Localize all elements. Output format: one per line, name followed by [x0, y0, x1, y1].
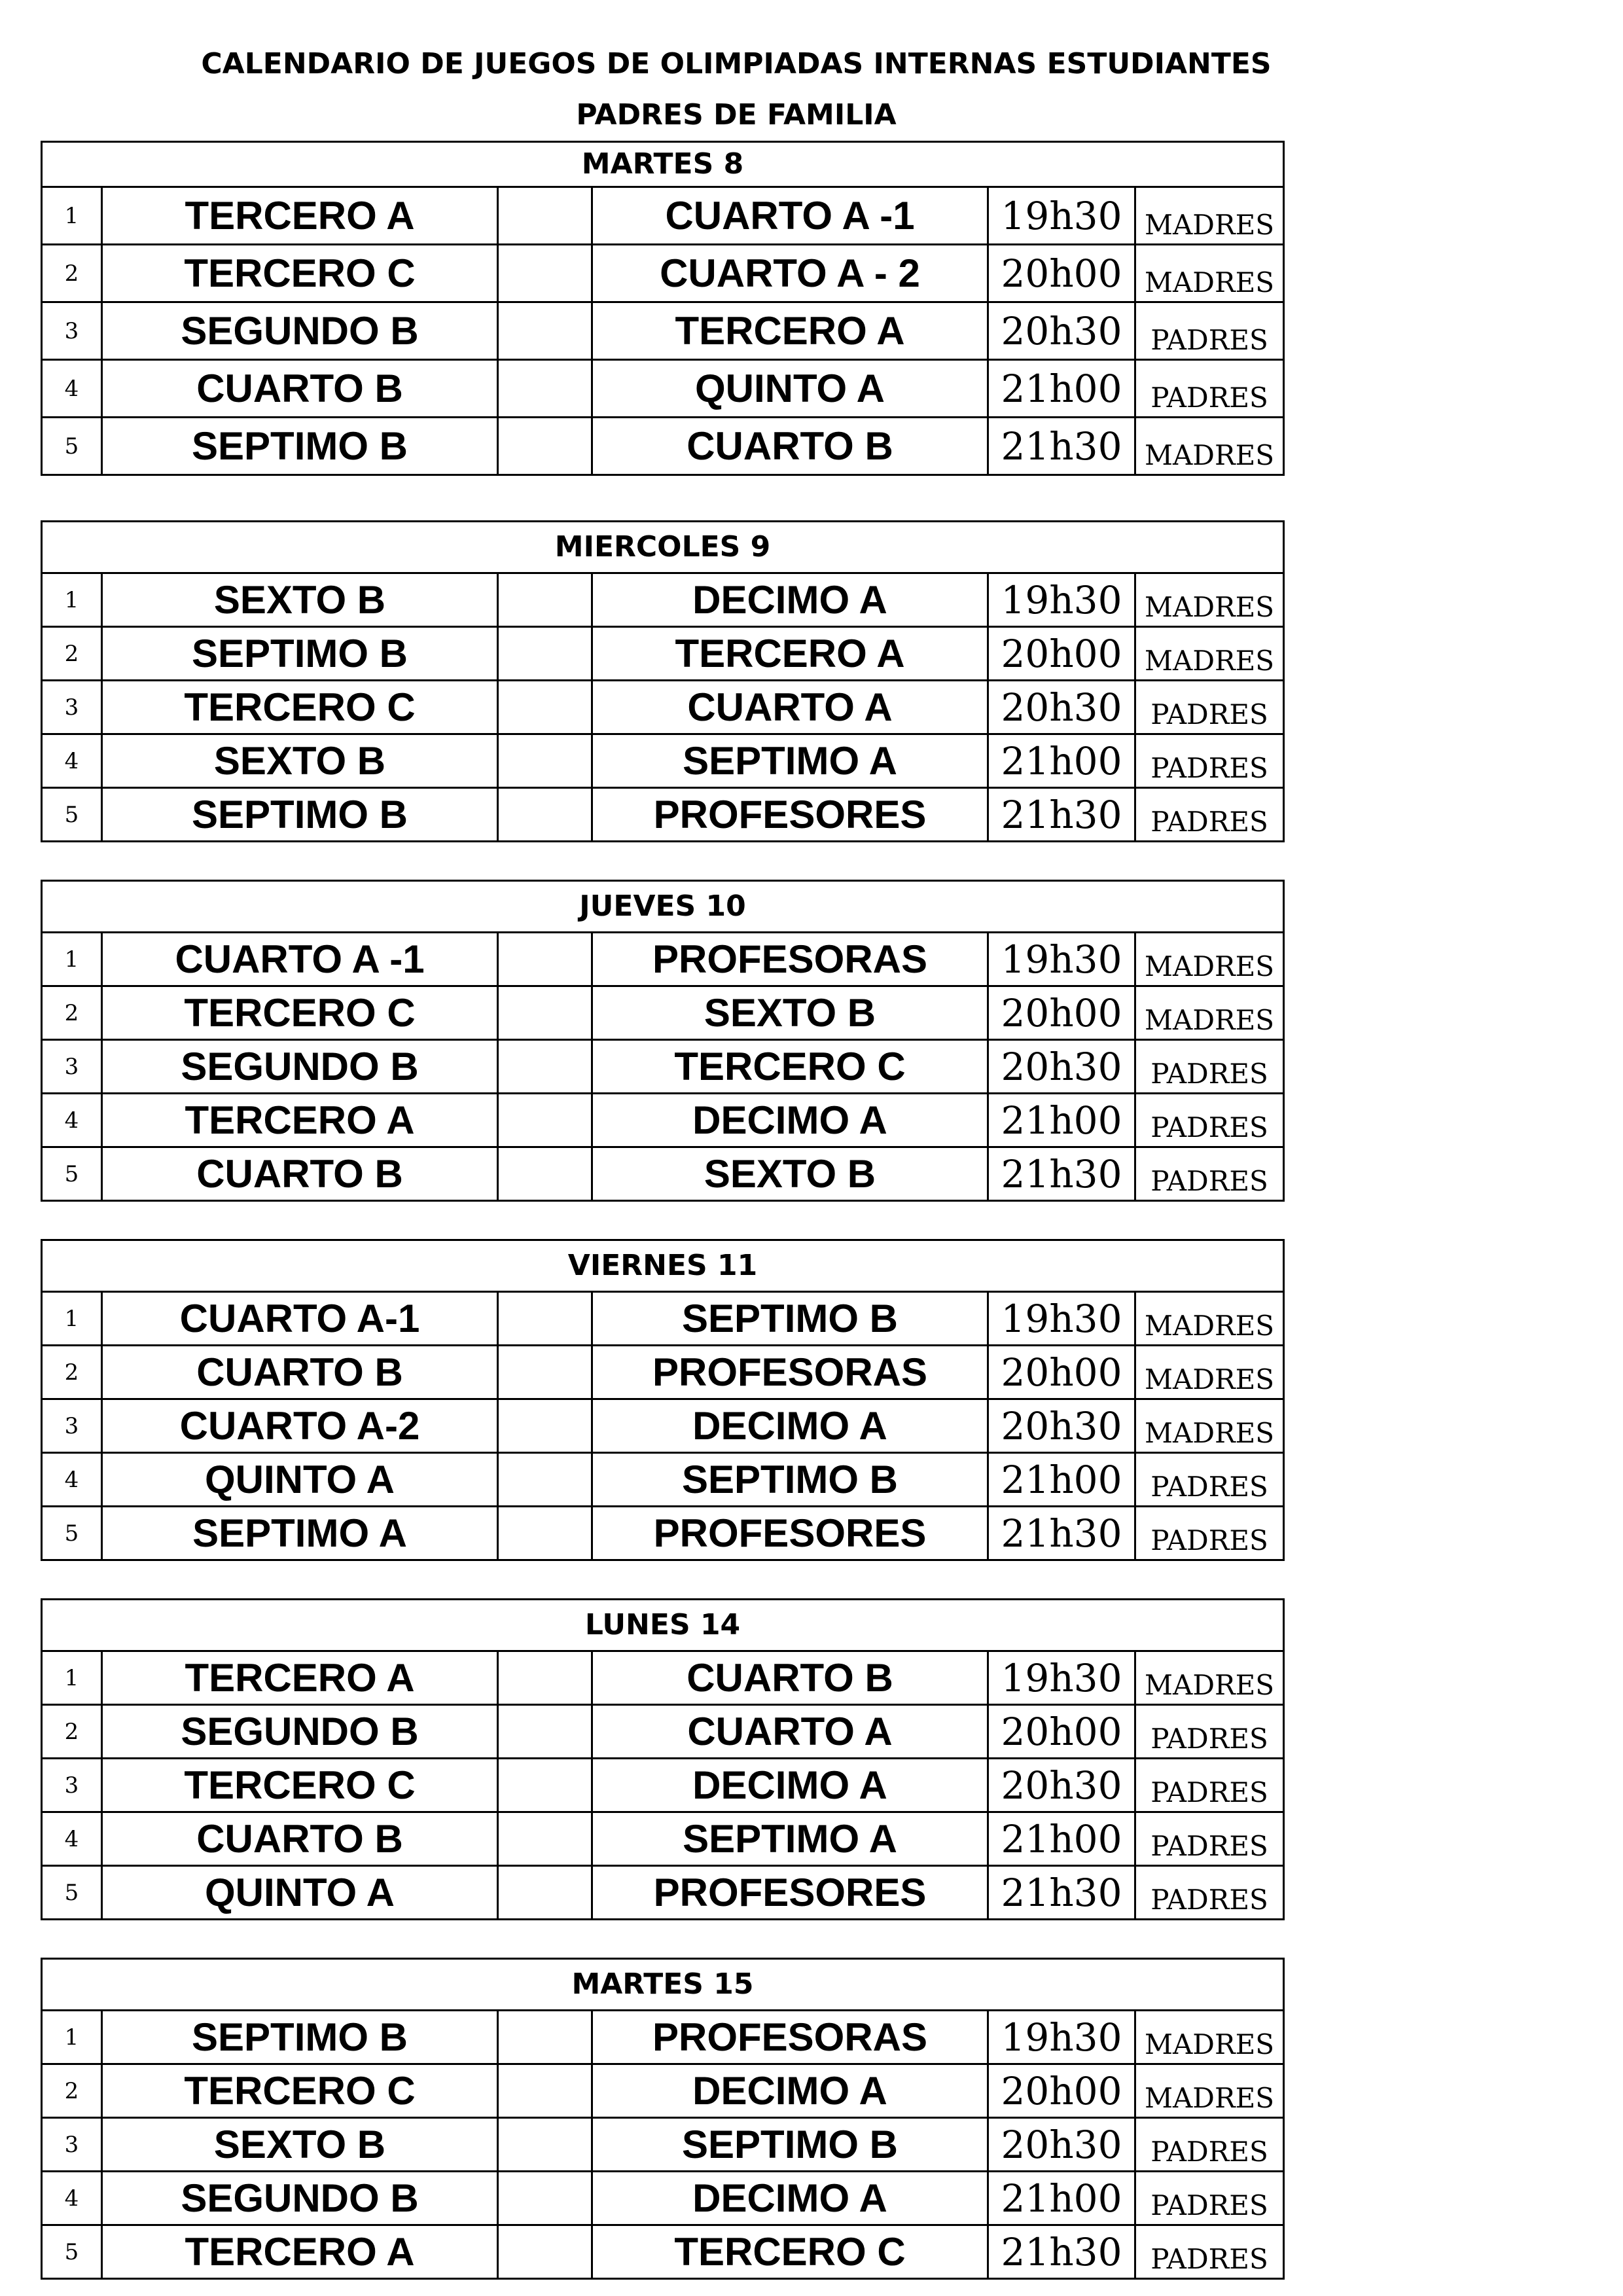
team-a: TERCERO C — [102, 681, 498, 734]
team-a: TERCERO A — [102, 1651, 498, 1705]
team-b: PROFESORAS — [592, 2011, 988, 2064]
category: MADRES — [1135, 933, 1284, 986]
schedule-table — [41, 1958, 1285, 2280]
team-a: TERCERO C — [102, 986, 498, 1040]
match-time: 20h00 — [988, 2064, 1135, 2118]
day-header: MARTES 15 — [42, 1959, 1284, 2011]
team-a: TERCERO A — [102, 1094, 498, 1147]
category: PADRES — [1135, 302, 1284, 360]
team-a: CUARTO B — [102, 1812, 498, 1866]
blank-cell — [498, 302, 592, 360]
category: PADRES — [1135, 1094, 1284, 1147]
category: PADRES — [1135, 1812, 1284, 1866]
table-row — [42, 1453, 1284, 1507]
blank-cell — [498, 2011, 592, 2064]
category: PADRES — [1135, 1507, 1284, 1560]
category: PADRES — [1135, 1759, 1284, 1812]
blank-cell — [498, 1453, 592, 1507]
team-a: SEGUNDO B — [102, 302, 498, 360]
day-header: JUEVES 10 — [42, 881, 1284, 933]
match-time: 19h30 — [988, 187, 1135, 245]
category: MADRES — [1135, 986, 1284, 1040]
category: MADRES — [1135, 418, 1284, 475]
blank-cell — [498, 2118, 592, 2172]
match-number: 3 — [42, 681, 102, 734]
team-a: SEGUNDO B — [102, 1705, 498, 1759]
table-row — [42, 986, 1284, 1040]
blank-cell — [498, 1651, 592, 1705]
match-time: 19h30 — [988, 1292, 1135, 1346]
blank-cell — [498, 1346, 592, 1399]
category: PADRES — [1135, 2172, 1284, 2225]
blank-cell — [498, 2225, 592, 2279]
team-a: TERCERO A — [102, 187, 498, 245]
blank-cell — [498, 2172, 592, 2225]
team-a: QUINTO A — [102, 1866, 498, 1920]
team-a: CUARTO B — [102, 1147, 498, 1201]
match-time: 21h00 — [988, 1812, 1135, 1866]
match-time: 20h00 — [988, 1705, 1135, 1759]
category: PADRES — [1135, 2225, 1284, 2279]
category: MADRES — [1135, 1346, 1284, 1399]
team-a: SEXTO B — [102, 573, 498, 627]
category: PADRES — [1135, 360, 1284, 418]
team-b: PROFESORES — [592, 788, 988, 842]
table-row — [42, 788, 1284, 842]
day-header-row — [42, 522, 1284, 573]
category: MADRES — [1135, 1651, 1284, 1705]
table-row — [42, 681, 1284, 734]
team-a: SEPTIMO B — [102, 418, 498, 475]
team-a: QUINTO A — [102, 1453, 498, 1507]
match-number: 1 — [42, 2011, 102, 2064]
category: MADRES — [1135, 2064, 1284, 2118]
table-row — [42, 245, 1284, 302]
match-number: 5 — [42, 1147, 102, 1201]
match-number: 4 — [42, 1453, 102, 1507]
team-b: CUARTO B — [592, 418, 988, 475]
table-row — [42, 2225, 1284, 2279]
blank-cell — [498, 1812, 592, 1866]
team-a: SEXTO B — [102, 734, 498, 788]
blank-cell — [498, 573, 592, 627]
match-number: 4 — [42, 360, 102, 418]
table-row — [42, 302, 1284, 360]
team-b: SEXTO B — [592, 1147, 988, 1201]
schedule-table — [41, 1598, 1285, 1920]
team-a: CUARTO A-1 — [102, 1292, 498, 1346]
team-b: DECIMO A — [592, 1399, 988, 1453]
table-row — [42, 1812, 1284, 1866]
team-a: TERCERO A — [102, 2225, 498, 2279]
match-number: 5 — [42, 1866, 102, 1920]
blank-cell — [498, 1759, 592, 1812]
match-number: 3 — [42, 2118, 102, 2172]
blank-cell — [498, 933, 592, 986]
table-row — [42, 1292, 1284, 1346]
team-b: DECIMO A — [592, 1759, 988, 1812]
team-b: CUARTO A — [592, 681, 988, 734]
match-number: 5 — [42, 788, 102, 842]
team-b: CUARTO A - 2 — [592, 245, 988, 302]
table-row — [42, 2172, 1284, 2225]
day-header-row — [42, 142, 1284, 187]
category: PADRES — [1135, 1866, 1284, 1920]
match-time: 20h00 — [988, 627, 1135, 681]
team-b: DECIMO A — [592, 2172, 988, 2225]
team-b: PROFESORAS — [592, 1346, 988, 1399]
team-b: SEPTIMO A — [592, 1812, 988, 1866]
table-row — [42, 2064, 1284, 2118]
table-row — [42, 187, 1284, 245]
day-header-row — [42, 1600, 1284, 1651]
day-header-row — [42, 881, 1284, 933]
team-a: SEPTIMO B — [102, 2011, 498, 2064]
table-row — [42, 1651, 1284, 1705]
schedule-table — [41, 520, 1285, 842]
team-a: SEXTO B — [102, 2118, 498, 2172]
table-row — [42, 2118, 1284, 2172]
schedule-table — [41, 1239, 1285, 1561]
table-row — [42, 627, 1284, 681]
category: MADRES — [1135, 573, 1284, 627]
match-time: 20h30 — [988, 1399, 1135, 1453]
category: MADRES — [1135, 2011, 1284, 2064]
blank-cell — [498, 734, 592, 788]
match-number: 1 — [42, 1651, 102, 1705]
match-time: 21h30 — [988, 1147, 1135, 1201]
category: PADRES — [1135, 1147, 1284, 1201]
match-time: 21h30 — [988, 2225, 1135, 2279]
match-number: 2 — [42, 1705, 102, 1759]
team-b: DECIMO A — [592, 1094, 988, 1147]
team-b: SEPTIMO B — [592, 2118, 988, 2172]
day-header: LUNES 14 — [42, 1600, 1284, 1651]
blank-cell — [498, 627, 592, 681]
team-b: SEPTIMO B — [592, 1292, 988, 1346]
blank-cell — [498, 1399, 592, 1453]
match-time: 20h30 — [988, 1759, 1135, 1812]
match-number: 3 — [42, 1759, 102, 1812]
match-time: 21h00 — [988, 360, 1135, 418]
blank-cell — [498, 1292, 592, 1346]
match-time: 19h30 — [988, 933, 1135, 986]
blank-cell — [498, 1147, 592, 1201]
blank-cell — [498, 788, 592, 842]
match-time: 20h30 — [988, 2118, 1135, 2172]
blank-cell — [498, 1507, 592, 1560]
team-b: CUARTO A -1 — [592, 187, 988, 245]
category: MADRES — [1135, 1399, 1284, 1453]
table-row — [42, 1507, 1284, 1560]
team-b: PROFESORAS — [592, 933, 988, 986]
match-number: 4 — [42, 1812, 102, 1866]
schedule-table — [41, 141, 1285, 476]
blank-cell — [498, 418, 592, 475]
team-b: QUINTO A — [592, 360, 988, 418]
team-a: SEGUNDO B — [102, 1040, 498, 1094]
day-header: MIERCOLES 9 — [42, 522, 1284, 573]
category: MADRES — [1135, 245, 1284, 302]
category: PADRES — [1135, 2118, 1284, 2172]
day-header: MARTES 8 — [42, 142, 1284, 187]
category: MADRES — [1135, 627, 1284, 681]
day-header: VIERNES 11 — [42, 1240, 1284, 1292]
team-b: CUARTO A — [592, 1705, 988, 1759]
match-time: 21h00 — [988, 734, 1135, 788]
team-b: TERCERO C — [592, 1040, 988, 1094]
blank-cell — [498, 2064, 592, 2118]
table-row — [42, 2011, 1284, 2064]
match-number: 1 — [42, 573, 102, 627]
team-a: CUARTO A-2 — [102, 1399, 498, 1453]
match-number: 5 — [42, 418, 102, 475]
match-time: 19h30 — [988, 2011, 1135, 2064]
category: PADRES — [1135, 1453, 1284, 1507]
table-row — [42, 1040, 1284, 1094]
category: PADRES — [1135, 1040, 1284, 1094]
match-number: 2 — [42, 1346, 102, 1399]
team-a: SEPTIMO A — [102, 1507, 498, 1560]
team-a: SEPTIMO B — [102, 627, 498, 681]
blank-cell — [498, 1866, 592, 1920]
blank-cell — [498, 187, 592, 245]
match-number: 4 — [42, 1094, 102, 1147]
table-row — [42, 1094, 1284, 1147]
team-a: CUARTO A -1 — [102, 933, 498, 986]
day-header-row — [42, 1240, 1284, 1292]
category: PADRES — [1135, 788, 1284, 842]
team-b: PROFESORES — [592, 1866, 988, 1920]
match-time: 21h30 — [988, 788, 1135, 842]
match-number: 2 — [42, 627, 102, 681]
match-number: 3 — [42, 1040, 102, 1094]
match-time: 20h00 — [988, 986, 1135, 1040]
table-row — [42, 1705, 1284, 1759]
match-number: 2 — [42, 986, 102, 1040]
table-row — [42, 1147, 1284, 1201]
team-a: CUARTO B — [102, 1346, 498, 1399]
team-b: SEPTIMO B — [592, 1453, 988, 1507]
team-b: TERCERO A — [592, 302, 988, 360]
match-number: 5 — [42, 2225, 102, 2279]
blank-cell — [498, 360, 592, 418]
team-a: SEGUNDO B — [102, 2172, 498, 2225]
match-number: 2 — [42, 245, 102, 302]
match-number: 2 — [42, 2064, 102, 2118]
table-row — [42, 734, 1284, 788]
table-row — [42, 418, 1284, 475]
team-a: TERCERO C — [102, 1759, 498, 1812]
match-time: 20h30 — [988, 1040, 1135, 1094]
match-time: 21h30 — [988, 418, 1135, 475]
team-a: SEPTIMO B — [102, 788, 498, 842]
match-time: 21h30 — [988, 1866, 1135, 1920]
match-time: 21h00 — [988, 1094, 1135, 1147]
match-number: 3 — [42, 302, 102, 360]
match-time: 20h00 — [988, 1346, 1135, 1399]
blank-cell — [498, 986, 592, 1040]
match-time: 20h00 — [988, 245, 1135, 302]
team-b: TERCERO C — [592, 2225, 988, 2279]
match-number: 1 — [42, 933, 102, 986]
category: PADRES — [1135, 1705, 1284, 1759]
category: MADRES — [1135, 187, 1284, 245]
match-number: 1 — [42, 187, 102, 245]
match-time: 20h30 — [988, 681, 1135, 734]
match-time: 21h30 — [988, 1507, 1135, 1560]
category: MADRES — [1135, 1292, 1284, 1346]
match-number: 3 — [42, 1399, 102, 1453]
table-row — [42, 1346, 1284, 1399]
table-row — [42, 1759, 1284, 1812]
team-b: DECIMO A — [592, 573, 988, 627]
team-b: DECIMO A — [592, 2064, 988, 2118]
team-b: CUARTO B — [592, 1651, 988, 1705]
blank-cell — [498, 245, 592, 302]
team-b: TERCERO A — [592, 627, 988, 681]
match-number: 4 — [42, 734, 102, 788]
schedule-table — [41, 880, 1285, 1202]
table-row — [42, 1866, 1284, 1920]
match-number: 1 — [42, 1292, 102, 1346]
match-time: 19h30 — [988, 1651, 1135, 1705]
match-number: 5 — [42, 1507, 102, 1560]
team-a: TERCERO C — [102, 245, 498, 302]
table-row — [42, 933, 1284, 986]
table-row — [42, 1399, 1284, 1453]
match-time: 19h30 — [988, 573, 1135, 627]
page-subtitle: PADRES DE FAMILIA — [576, 98, 897, 132]
match-time: 21h00 — [988, 1453, 1135, 1507]
blank-cell — [498, 1705, 592, 1759]
table-row — [42, 573, 1284, 627]
team-a: TERCERO C — [102, 2064, 498, 2118]
team-b: SEXTO B — [592, 986, 988, 1040]
blank-cell — [498, 1040, 592, 1094]
blank-cell — [498, 1094, 592, 1147]
blank-cell — [498, 681, 592, 734]
category: PADRES — [1135, 681, 1284, 734]
category: PADRES — [1135, 734, 1284, 788]
table-row — [42, 360, 1284, 418]
day-header-row — [42, 1959, 1284, 2011]
page-title: CALENDARIO DE JUEGOS DE OLIMPIADAS INTERNAS ESTUDIANTES — [201, 47, 1272, 81]
match-time: 21h00 — [988, 2172, 1135, 2225]
match-number: 4 — [42, 2172, 102, 2225]
team-b: SEPTIMO A — [592, 734, 988, 788]
team-a: CUARTO B — [102, 360, 498, 418]
team-b: PROFESORES — [592, 1507, 988, 1560]
match-time: 20h30 — [988, 302, 1135, 360]
